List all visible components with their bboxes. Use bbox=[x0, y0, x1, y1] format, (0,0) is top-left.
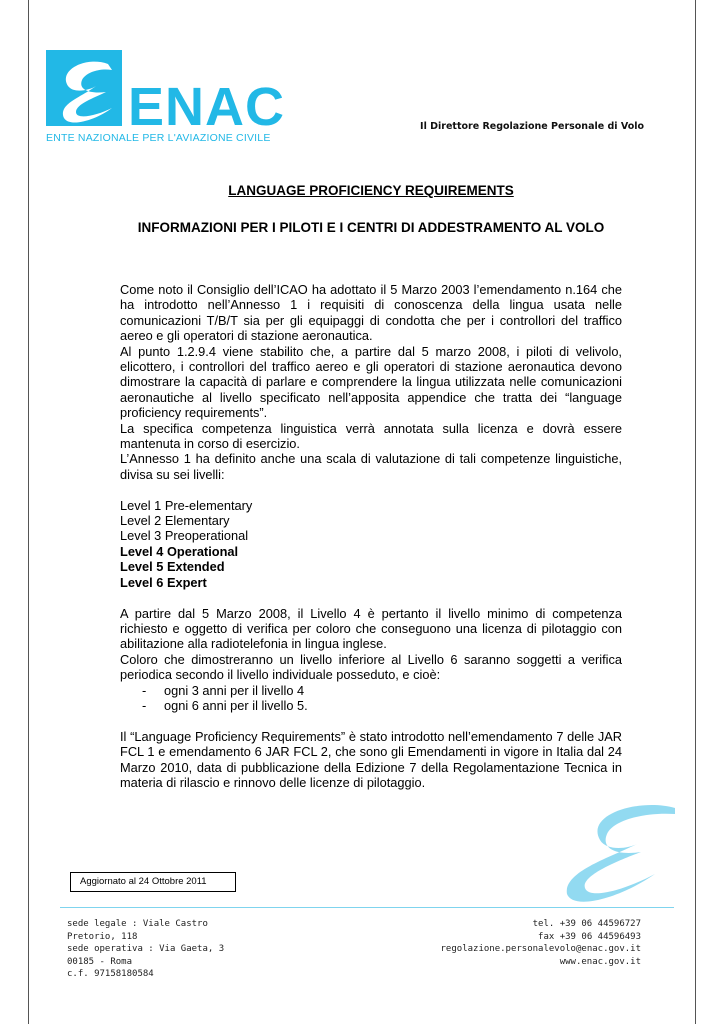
paragraph-icao: Come noto il Consiglio dell’ICAO ha adottato il 5 Marzo 2003 l’emendamento n.164 che ha introdotto nell’Annesso 1 i requisiti di conoscenza della lingua usata nelle comunicazioni T/B/T sia per gli equipaggi di condotta che per i controllori del traffico aereo e gli operatori di stazione aeronautica. bbox=[120, 282, 622, 344]
level-item: Level 3 Preoperational bbox=[120, 528, 249, 544]
paragraph-licence: La specifica competenza linguistica verrà annotata sulla licenza e dovrà essere mantenuta in corso di esercizio. bbox=[120, 420, 622, 452]
footer-line: 00185 - Roma bbox=[67, 956, 133, 967]
level-item: Level 1 Pre-elementary bbox=[120, 497, 253, 513]
footer-divider bbox=[60, 907, 674, 908]
page-frame-right bbox=[695, 0, 696, 1024]
logo-tagline: ENTE NAZIONALE PER L'AVIAZIONE CIVILE bbox=[46, 132, 271, 144]
document-body bbox=[120, 282, 622, 790]
decorative-swoosh-icon bbox=[545, 800, 680, 910]
footer-email-link[interactable]: regolazione.personalevolo@enac.gov.it bbox=[440, 944, 641, 954]
footer-line: sede legale : Viale Castro Pretorio, 118 bbox=[67, 919, 208, 942]
level-item: Level 6 Expert bbox=[120, 574, 207, 590]
document-title: LANGUAGE PROFICIENCY REQUIREMENTS bbox=[228, 183, 514, 198]
footer-line: c.f. 97158180584 bbox=[67, 969, 154, 979]
logo-swoosh-icon bbox=[46, 50, 136, 130]
paragraph-jar: Il “Language Proficiency Requirements” è stato introdotto nell’emendamento 7 delle JAR FCL 1 e emendamento 6 JAR FCL 2, che sono gli Emendamenti in vigore in Italia dal 24 Marzo 2010, data di pubblicazione della Edizione 7 della Regolamentazione Tecnica in materia di rilascio e rinnovo delle licenze di pilotaggio. bbox=[120, 728, 622, 790]
logo-wordmark: ENAC bbox=[128, 77, 286, 137]
level-item: Level 2 Elementary bbox=[120, 513, 230, 529]
paragraph-scale: L’Annesso 1 ha definito anche una scala di valutazione di tali competenze linguistiche, divisa su sei livelli: bbox=[120, 451, 622, 482]
bullet-marker: - bbox=[142, 682, 147, 698]
footer-line: sede operativa : Via Gaeta, 3 bbox=[67, 944, 225, 954]
paragraph-point: Al punto 1.2.9.4 viene stabilito che, a partire dal 5 marzo 2008, i piloti di velivolo, elicottero, i controllori del traffico aereo e gli operatori di stazione aeronautica devono dimostrare la capacità di parlare e comprendere la lingua utilizzata nelle comunicazioni aeronautiche al livello specificato nell’apposita appendice che tratta dei “language proficiency requirements”. bbox=[120, 343, 622, 421]
page-frame-left bbox=[28, 0, 29, 1024]
list-item: - ogni 6 anni per il livello 5. bbox=[142, 697, 308, 713]
verification-list bbox=[120, 683, 622, 714]
updated-date-box: Aggiornato al 24 Ottobre 2011 bbox=[70, 872, 236, 892]
director-heading: Il Direttore Regolazione Personale di Volo bbox=[420, 121, 644, 132]
level-item: Level 5 Extended bbox=[120, 559, 225, 575]
paragraph-verification: Coloro che dimostreranno un livello inferiore al Livello 6 saranno soggetti a verifica periodica secondo il livello individuale posseduto, e cioè: bbox=[120, 651, 622, 683]
footer-phone: tel. +39 06 44596727 bbox=[532, 919, 641, 929]
enac-logo bbox=[46, 50, 286, 146]
footer-website-link[interactable]: www.enac.gov.it bbox=[559, 956, 641, 967]
footer-contacts bbox=[441, 918, 641, 968]
paragraph-minimum: A partire dal 5 Marzo 2008, il Livello 4 è pertanto il livello minimo di competenza richiesto e oggetto di verifica per coloro che conseguono una licenza di pilotaggio con abilitazione alla radiotelefonia in lingua inglese. bbox=[120, 605, 622, 652]
list-item: - ogni 3 anni per il livello 4 bbox=[142, 682, 305, 698]
level-item: Level 4 Operational bbox=[120, 543, 239, 559]
footer-address bbox=[67, 918, 257, 981]
footer-fax: fax +39 06 44596493 bbox=[538, 931, 641, 942]
bullet-marker: - bbox=[142, 697, 147, 713]
document-subtitle: INFORMAZIONI PER I PILOTI E I CENTRI DI ADDESTRAMENTO AL VOLO bbox=[137, 220, 605, 235]
